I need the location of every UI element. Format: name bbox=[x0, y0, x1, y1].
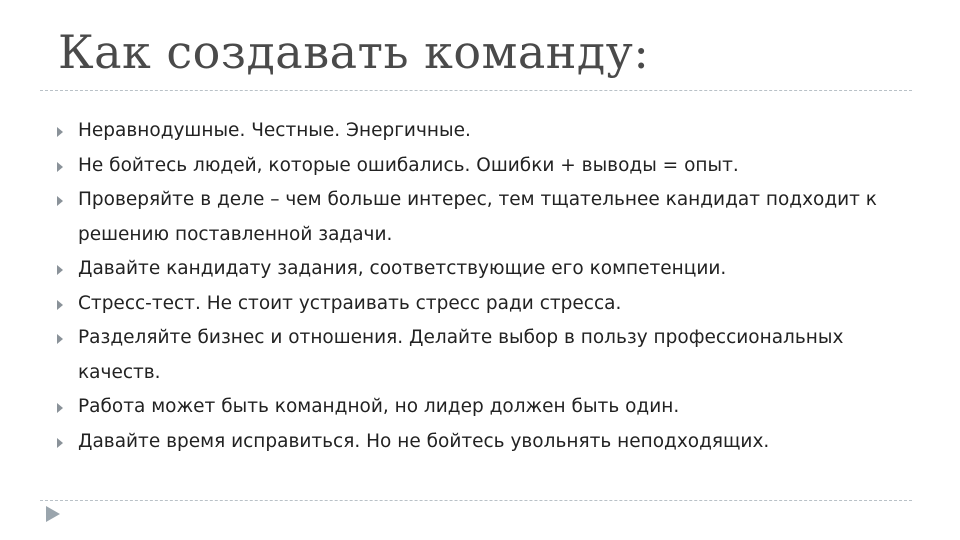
bullet-text: Неравнодушные. Честные. Энергичные. bbox=[78, 120, 471, 141]
bullet-item bbox=[52, 252, 912, 287]
title-divider bbox=[40, 90, 912, 91]
bullet-item bbox=[52, 321, 912, 390]
triangle-right-icon bbox=[57, 265, 63, 275]
bullet-text: Давайте время исправиться. Но не бойтесь увольнять неподходящих. bbox=[78, 430, 770, 452]
bullet-item bbox=[52, 149, 912, 184]
bullet-item bbox=[52, 390, 912, 425]
triangle-right-icon bbox=[57, 300, 63, 310]
footer-divider bbox=[40, 500, 912, 501]
bullet-text: Проверяйте в деле – чем больше интерес, тем тщательнее кандидат подходит к решению поставленной задачи. bbox=[78, 189, 877, 245]
bullet-item bbox=[52, 287, 912, 322]
next-slide-arrow-icon[interactable] bbox=[46, 506, 60, 522]
bullet-text: Давайте кандидату задания, соответствующие его компетенции. bbox=[78, 258, 727, 279]
bullet-text: Не бойтесь людей, которые ошибались. Ошибки + выводы = опыт. bbox=[78, 154, 739, 176]
triangle-right-icon bbox=[57, 127, 63, 137]
bullet-text: Стресс-тест. Не стоит устраивать стресс ради стресса. bbox=[78, 292, 622, 314]
triangle-right-icon bbox=[57, 403, 63, 413]
triangle-right-icon bbox=[57, 196, 63, 206]
triangle-right-icon bbox=[57, 334, 63, 344]
bullet-list bbox=[52, 114, 912, 459]
bullet-text: Работа может быть командной, но лидер должен быть один. bbox=[78, 396, 680, 417]
triangle-right-icon bbox=[57, 438, 63, 448]
bullet-item bbox=[52, 114, 912, 149]
bullet-item bbox=[52, 183, 912, 252]
triangle-right-icon bbox=[57, 162, 63, 172]
bullet-item bbox=[52, 425, 912, 460]
slide-title: Как создавать команду: bbox=[58, 25, 650, 79]
bullet-text: Разделяйте бизнес и отношения. Делайте выбор в пользу профессиональных качеств. bbox=[78, 327, 844, 383]
